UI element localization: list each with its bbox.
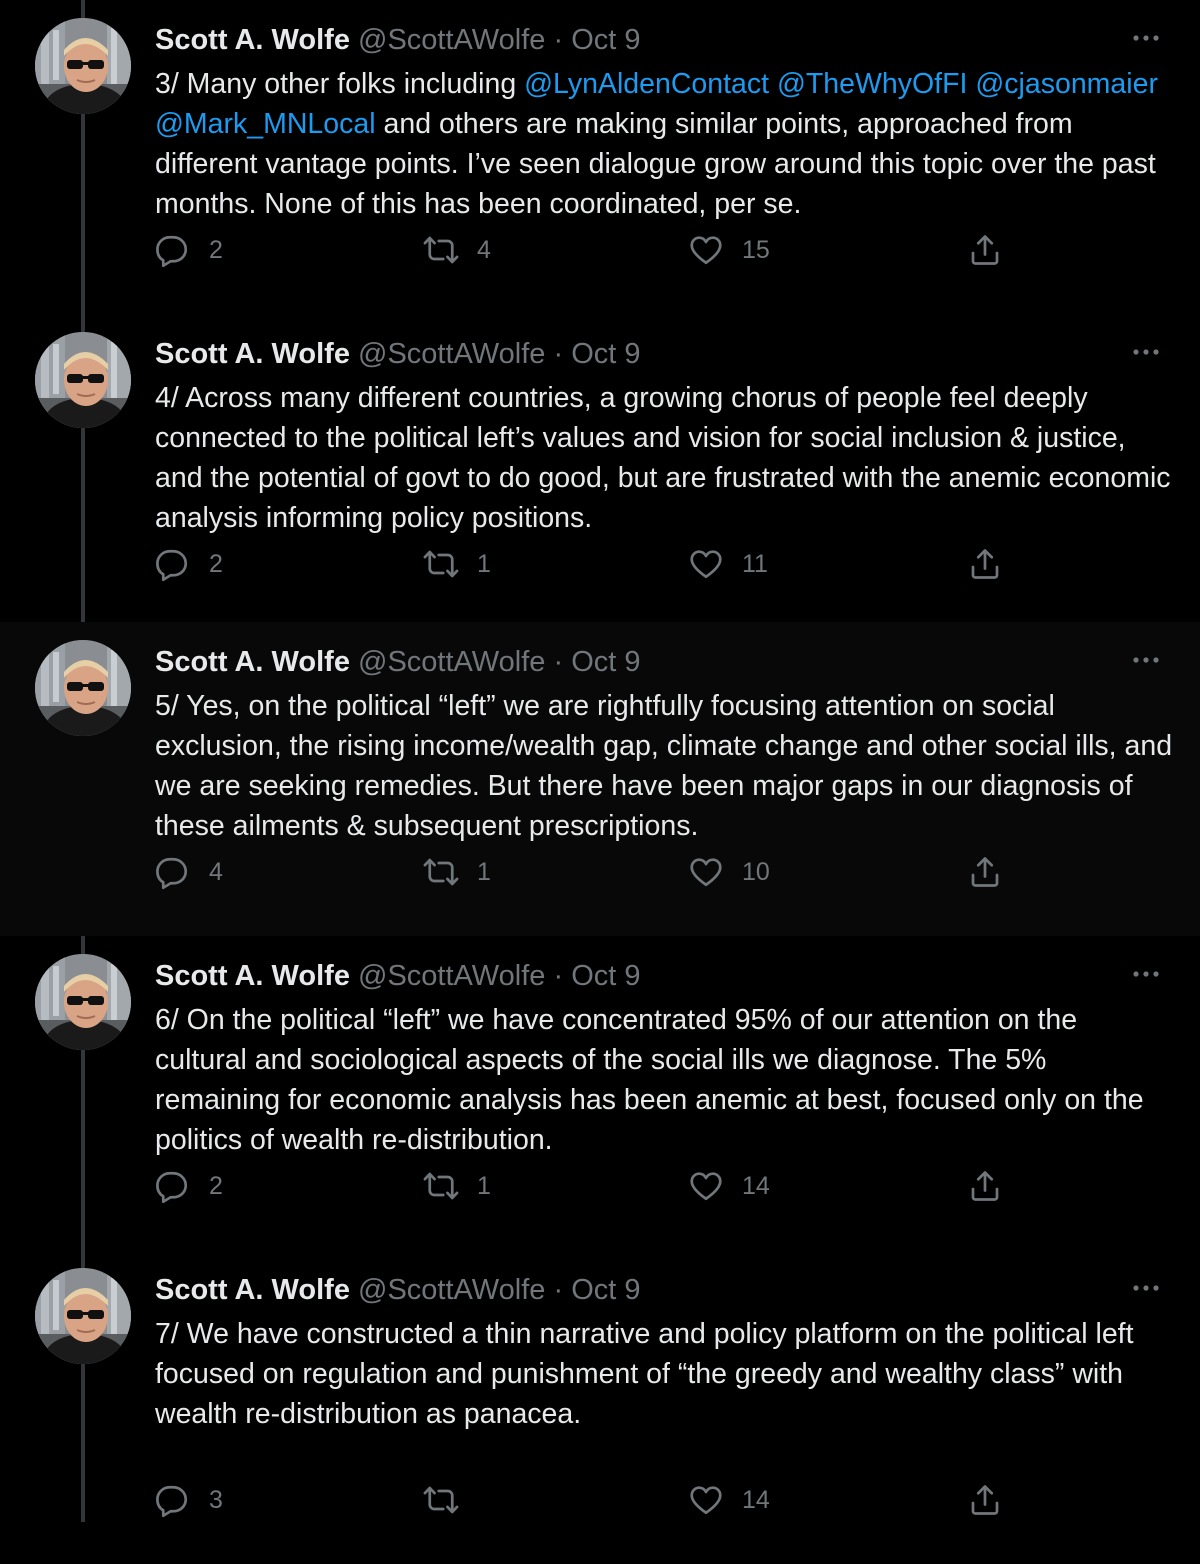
retweet-button[interactable] — [423, 850, 491, 894]
share-button[interactable] — [967, 228, 1003, 272]
tweet-header — [155, 22, 641, 58]
retweet-button[interactable] — [423, 1164, 491, 1208]
author-handle[interactable]: @ScottAWolfe — [358, 646, 546, 678]
reply-count: 2 — [209, 1171, 223, 1200]
more-options-button[interactable] — [1128, 648, 1164, 672]
like-count: 14 — [742, 1485, 770, 1514]
tweet-text — [155, 64, 1175, 224]
reply-button[interactable] — [155, 542, 223, 586]
retweet-count: 4 — [477, 235, 491, 264]
author-name[interactable]: Scott A. Wolfe — [155, 960, 350, 992]
like-count: 10 — [742, 857, 770, 886]
author-handle[interactable]: @ScottAWolfe — [358, 960, 546, 992]
text-space — [1158, 68, 1166, 100]
mention-link[interactable]: @cjasonmaier — [975, 68, 1158, 100]
reply-button[interactable] — [155, 228, 223, 272]
like-icon — [688, 854, 724, 890]
tweet-header — [155, 336, 641, 372]
share-icon — [967, 1482, 1003, 1518]
reply-button[interactable] — [155, 1164, 223, 1208]
retweet-button[interactable] — [423, 1478, 477, 1522]
retweet-icon — [423, 232, 459, 268]
tweet-text-part: 4/ Across many different countries, a growing chorus of people feel deeply connected to the political left’s values and vision for social inclusion & justice, and the potential of govt to do good, but are frustrated with the anemic economic analysis informing policy positions. — [155, 382, 1179, 534]
retweet-count: 1 — [477, 549, 491, 578]
tweet-2[interactable] — [0, 314, 1200, 628]
like-count: 15 — [742, 235, 770, 264]
header-separator: · — [553, 646, 564, 678]
author-name[interactable]: Scott A. Wolfe — [155, 1274, 350, 1306]
tweet-text — [155, 686, 1180, 846]
tweet-actions — [155, 542, 1025, 586]
more-icon — [1128, 962, 1164, 986]
retweet-icon — [423, 1168, 459, 1204]
tweet-actions — [155, 1164, 1025, 1208]
share-icon — [967, 546, 1003, 582]
author-name[interactable]: Scott A. Wolfe — [155, 24, 350, 56]
header-separator: · — [553, 24, 564, 56]
retweet-button[interactable] — [423, 228, 491, 272]
retweet-count: 1 — [477, 1171, 491, 1200]
reply-count: 4 — [209, 857, 223, 886]
tweet-date[interactable]: Oct 9 — [571, 24, 641, 56]
avatar-image — [35, 640, 131, 736]
more-icon — [1128, 1276, 1164, 1300]
more-icon — [1128, 26, 1164, 50]
tweet-header — [155, 644, 641, 680]
tweet-text — [155, 378, 1179, 538]
reply-button[interactable] — [155, 1478, 223, 1522]
reply-count: 2 — [209, 549, 223, 578]
retweet-icon — [423, 854, 459, 890]
author-name[interactable]: Scott A. Wolfe — [155, 646, 350, 678]
tweet-1[interactable] — [0, 0, 1200, 314]
more-icon — [1128, 340, 1164, 364]
like-button[interactable] — [688, 542, 768, 586]
header-separator: · — [553, 1274, 564, 1306]
author-name[interactable]: Scott A. Wolfe — [155, 338, 350, 370]
header-separator: · — [553, 338, 564, 370]
like-icon — [688, 1168, 724, 1204]
author-handle[interactable]: @ScottAWolfe — [358, 24, 546, 56]
more-options-button[interactable] — [1128, 26, 1164, 50]
reply-icon — [155, 232, 191, 268]
tweet-text-part: 5/ Yes, on the political “left” we are rightfully focusing attention on social exclusion, the rising income/wealth gap, climate change and other social ills, and we are seeking remedies. But there have been major gaps in our diagnosis of these ailments & subsequent prescriptions. — [155, 690, 1180, 842]
tweet-date[interactable]: Oct 9 — [571, 1274, 641, 1306]
share-icon — [967, 854, 1003, 890]
share-icon — [967, 1168, 1003, 1204]
text-space — [769, 68, 777, 100]
reply-button[interactable] — [155, 850, 223, 894]
retweet-icon — [423, 546, 459, 582]
avatar[interactable] — [35, 640, 131, 736]
avatar-image — [35, 18, 131, 114]
more-options-button[interactable] — [1128, 1276, 1164, 1300]
like-count: 11 — [742, 549, 768, 578]
avatar[interactable] — [35, 954, 131, 1050]
tweet-text — [155, 1000, 1175, 1160]
share-button[interactable] — [967, 1164, 1003, 1208]
more-icon — [1128, 648, 1164, 672]
tweet-date[interactable]: Oct 9 — [571, 338, 641, 370]
share-button[interactable] — [967, 1478, 1003, 1522]
avatar-image — [35, 332, 131, 428]
tweet-text-part: 6/ On the political “left” we have concentrated 95% of our attention on the cultural and sociological aspects of the social ills we diagnose. The 5% remaining for economic analysis has been anemic at best, focused only on the politics of wealth re-distribution. — [155, 1004, 1152, 1156]
tweet-text — [155, 1314, 1175, 1434]
author-handle[interactable]: @ScottAWolfe — [358, 338, 546, 370]
mention-link[interactable]: @Mark_MNLocal — [155, 108, 376, 140]
share-button[interactable] — [967, 542, 1003, 586]
more-options-button[interactable] — [1128, 962, 1164, 986]
mention-link[interactable]: @TheWhyOfFI — [776, 68, 968, 100]
tweet-4[interactable] — [0, 936, 1200, 1250]
header-separator: · — [553, 960, 564, 992]
tweet-5[interactable] — [0, 1250, 1200, 1564]
like-icon — [688, 232, 724, 268]
like-button[interactable] — [688, 850, 770, 894]
reply-icon — [155, 1482, 191, 1518]
tweet-header — [155, 958, 641, 994]
tweet-3[interactable] — [0, 622, 1200, 936]
like-button[interactable] — [688, 228, 770, 272]
share-icon — [967, 232, 1003, 268]
avatar[interactable] — [35, 18, 131, 114]
like-icon — [688, 1482, 724, 1518]
like-button[interactable] — [688, 1478, 770, 1522]
tweet-actions — [155, 1478, 1025, 1522]
tweet-actions — [155, 228, 1025, 272]
tweet-date[interactable]: Oct 9 — [571, 646, 641, 678]
tweet-actions — [155, 850, 1025, 894]
more-options-button[interactable] — [1128, 340, 1164, 364]
share-button[interactable] — [967, 850, 1003, 894]
like-button[interactable] — [688, 1164, 770, 1208]
avatar[interactable] — [35, 1268, 131, 1364]
retweet-count: 1 — [477, 857, 491, 886]
like-count: 14 — [742, 1171, 770, 1200]
reply-count: 3 — [209, 1485, 223, 1514]
reply-icon — [155, 1168, 191, 1204]
avatar-image — [35, 1268, 131, 1364]
retweet-button[interactable] — [423, 542, 491, 586]
reply-count: 2 — [209, 235, 223, 264]
retweet-icon — [423, 1482, 459, 1518]
tweet-header — [155, 1272, 641, 1308]
reply-icon — [155, 854, 191, 890]
mention-link[interactable]: @LynAldenContact — [524, 68, 770, 100]
tweet-text-part: 7/ We have constructed a thin narrative and policy platform on the political left focused on regulation and punishment of “the greedy and wealthy class” with wealth re-distribution as panacea. — [155, 1318, 1142, 1430]
avatar[interactable] — [35, 332, 131, 428]
like-icon — [688, 546, 724, 582]
tweet-text-part: and others are making similar points, approached from different vantage points. I’ve seen dialogue grow around this topic over the past months. None of this has been coordinated, per se. — [155, 108, 1164, 220]
tweet-date[interactable]: Oct 9 — [571, 960, 641, 992]
avatar-image — [35, 954, 131, 1050]
author-handle[interactable]: @ScottAWolfe — [358, 1274, 546, 1306]
reply-icon — [155, 546, 191, 582]
tweet-text-part: 3/ Many other folks including — [155, 68, 525, 100]
